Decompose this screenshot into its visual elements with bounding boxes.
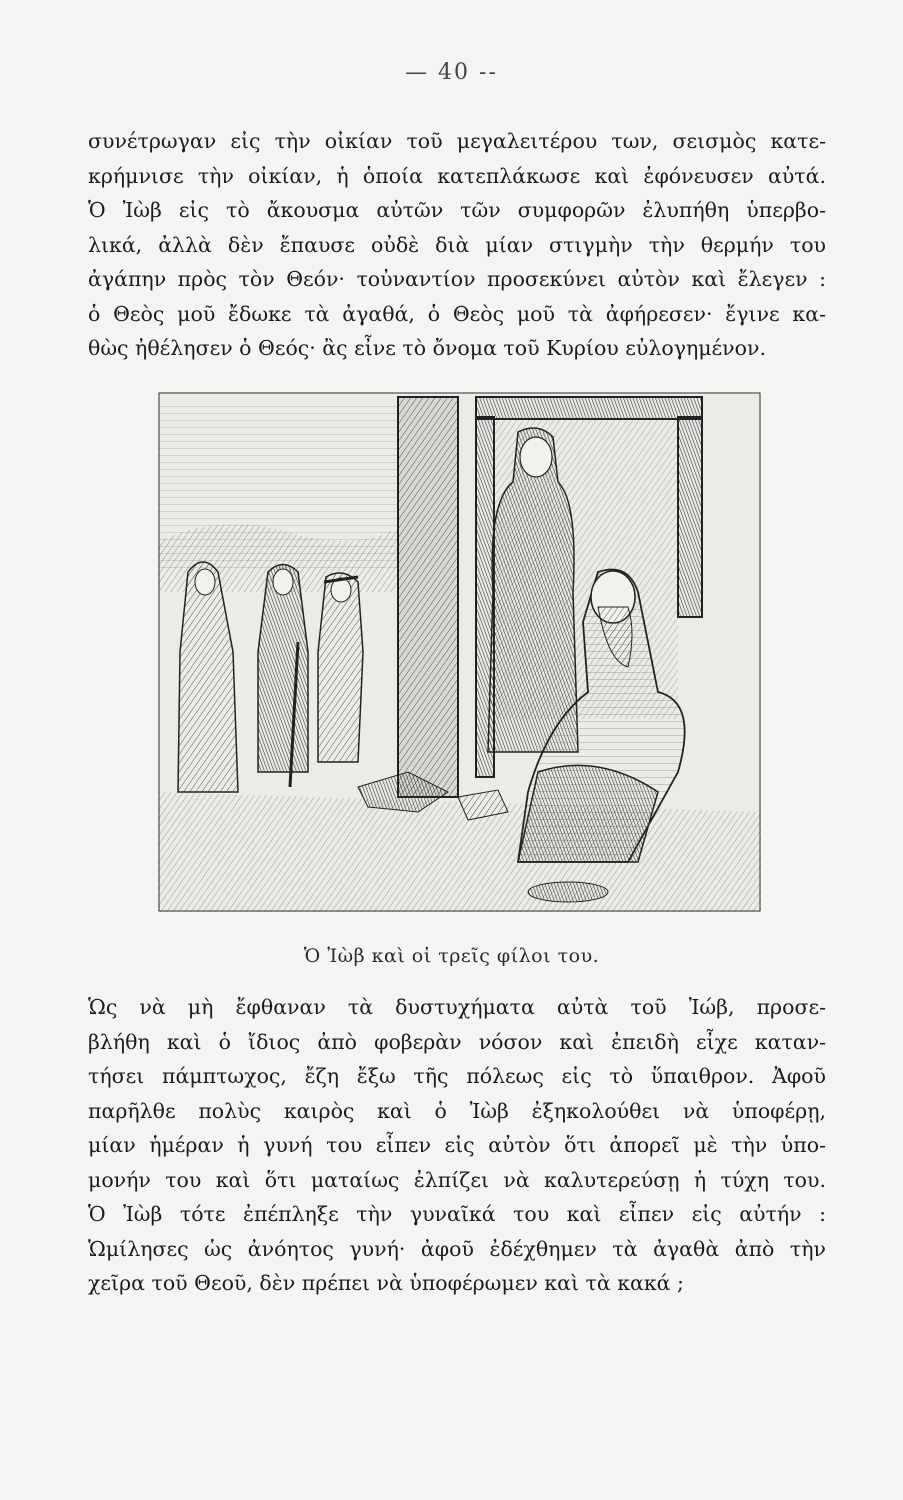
text-line: τήσει πάμπτωχος, ἔζη ἔξω τῆς πόλεως εἰς τὸ ὕπαιθρον. Ἀφοῦ (88, 1064, 826, 1088)
text-line: συνέτρωγαν εἰς τὴν οἰκίαν τοῦ μεγαλειτέρου των, σεισμὸς κατε- (88, 129, 826, 153)
text-line: ὁ Θεὸς μοῦ ἔδωκε τὰ ἀγαθά, ὁ Θεὸς μοῦ τὰ ἀφήρεσεν· ἔγινε κα- (88, 301, 826, 326)
text-line: μονήν του καὶ ὅτι ματαίως ἐλπίζει νὰ καλυτερεύσῃ ἡ τύχη του. (88, 1167, 826, 1192)
text-line: παρῆλθε πολὺς καιρὸς καὶ ὁ Ἰὼβ ἐξηκολούθει νὰ ὑποφέρῃ, (88, 1098, 826, 1123)
paragraph-bottom (88, 990, 826, 1301)
text-line: ἀγάπην πρὸς τὸν Θεόν· τοὐναντίον προσεκύνει αὐτὸν καὶ ἔλεγεν : (88, 267, 826, 291)
page-number: — 40 -- (405, 60, 498, 85)
text-line: Ὡμίλησες ὡς ἀνόητος γυνή· ἀφοῦ ἐδέχθημεν τὰ ἀγαθὰ ἀπὸ τὴν (88, 1236, 826, 1261)
text-line: Ὡς νὰ μὴ ἔφθαναν τὰ δυστυχήματα αὐτὰ τοῦ Ἰώβ, προσε- (88, 995, 826, 1019)
text-line: βλήθη καὶ ὁ ἴδιος ἀπὸ φοβερὰν νόσον καὶ ἐπειδὴ εἶχε καταν- (88, 1029, 826, 1054)
text-line: θὼς ἠθέλησεν ὁ Θεός· ἂς εἶνε τὸ ὄνομα τοῦ Κυρίου εὐλογημένον. (88, 336, 766, 360)
engraving-illustration (158, 392, 761, 912)
text-line: κρήμνισε τὴν οἰκίαν, ἡ ὁποία κατεπλάκωσε καὶ ἐφόνευσεν αὐτά. (88, 163, 826, 188)
text-line: Ὁ Ἰὼβ τότε ἐπέπληξε τὴν γυναῖκά του καὶ εἶπεν εἰς αὐτήν : (88, 1202, 826, 1226)
text-line: λικά, ἀλλὰ δὲν ἔπαυσε οὐδὲ διὰ μίαν στιγμὴν τὴν θερμήν του (88, 232, 826, 257)
text-line: μίαν ἡμέραν ἡ γυνή του εἶπεν εἰς αὐτὸν ὅτι ἀπορεῖ μὲ τὴν ὑπο- (88, 1133, 826, 1157)
text-line: Ὁ Ἰὼβ εἰς τὸ ἄκουσμα αὐτῶν τῶν συμφορῶν ἐλυπήθη ὑπερβο- (88, 198, 826, 222)
figure-caption: Ὁ Ἰὼβ καὶ οἱ τρεῖς φίλοι του. (303, 945, 600, 967)
paragraph-top (88, 124, 826, 366)
text-line: χεῖρα τοῦ Θεοῦ, δὲν πρέπει νὰ ὑποφέρωμεν καὶ τὰ κακά ; (88, 1271, 684, 1295)
